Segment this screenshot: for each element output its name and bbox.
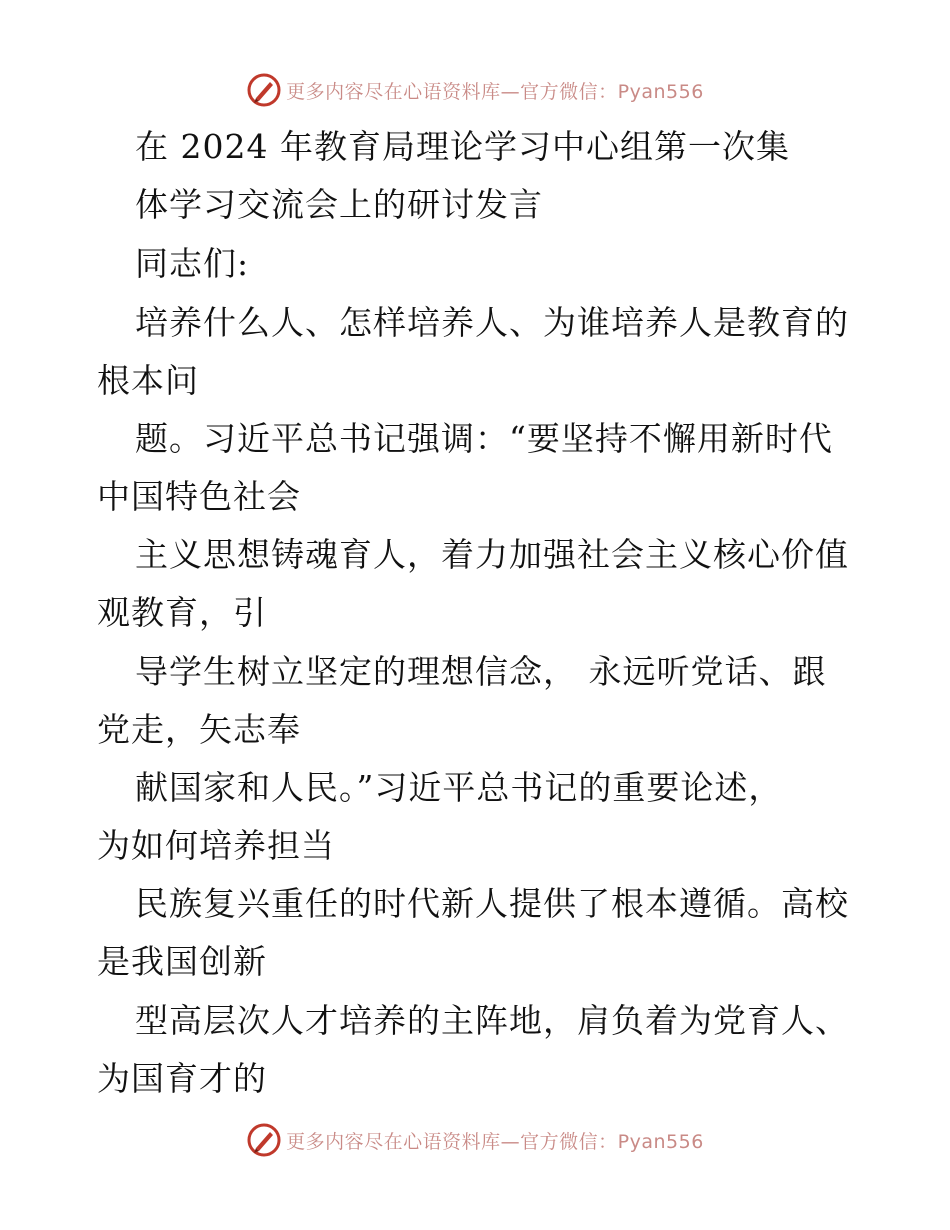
body-line: 中国特色社会	[97, 477, 301, 516]
document-title-line-2: 体学习交流会上的研讨发言	[135, 185, 543, 224]
body-line: 型高层次人才培养的主阵地，肩负着为党育人、	[135, 1001, 849, 1040]
body-line: 主义思想铸魂育人，着力加强社会主义核心价值	[135, 535, 849, 574]
body-line: 培养什么人、怎样培养人、为谁培养人是教育的	[135, 303, 849, 342]
document-title-line-1: 在 2024 年教育局理论学习中心组第一次集	[135, 127, 790, 166]
body-line: 题。习近平总书记强调：“要坚持不懈用新时代	[135, 419, 833, 458]
body-line: 献国家和人民。”习近平总书记的重要论述，	[135, 768, 783, 807]
body-line: 党走，矢志奉	[97, 710, 301, 749]
body-line: 导学生树立坚定的理想信念， 永远听党话、跟	[135, 652, 827, 691]
body-line: 为如何培养担当	[97, 826, 335, 865]
pen-logo-icon	[246, 1122, 282, 1158]
watermark-text: 更多内容尽在心语资料库—官方微信：Pyan556	[286, 80, 704, 103]
footer-watermark	[0, 1120, 950, 1160]
body-line: 为国育才的	[97, 1059, 267, 1098]
body-line: 观教育，引	[97, 593, 267, 632]
body-line: 民族复兴重任的时代新人提供了根本遵循。高校	[135, 884, 849, 923]
body-line: 是我国创新	[97, 942, 267, 981]
body-line: 根本问	[97, 361, 199, 400]
watermark-text: 更多内容尽在心语资料库—官方微信：Pyan556	[286, 1130, 704, 1153]
salutation: 同志们:	[135, 244, 250, 283]
